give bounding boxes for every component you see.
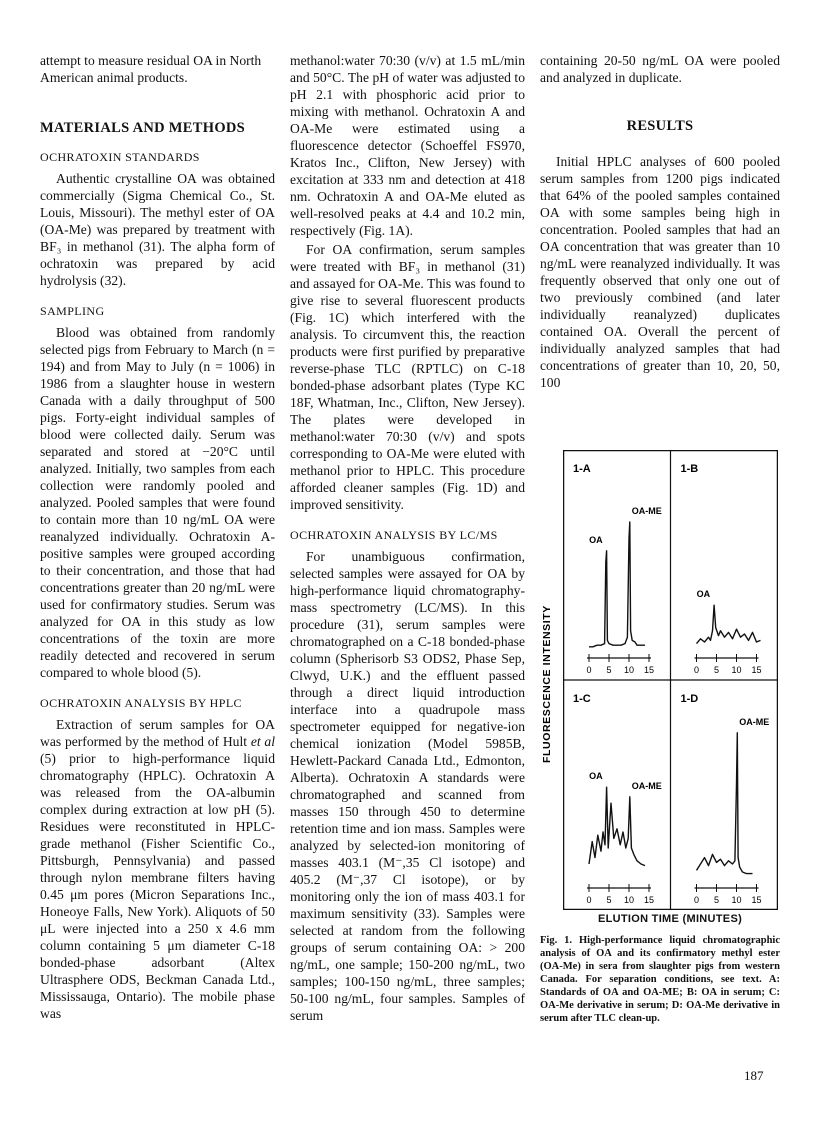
paragraph: Blood was obtained from randomly selected pigs from February to March (n = 194) and from May to July (n = 1006) in 1986 from a slaughter house in western Canada with a daily throughput of 500 pigs. Forty-eight individual samples of blood were collected daily. Serum was separated and stored at −20°C until analyzed. Initially, two samples from each collection were randomly pooled and analyzed. Pooled samples that were found to contain more than 10 ng/mL OA were reanalyzed individually. Ochratoxin A-positive samples were grouped according to their concentration, and those that had concentrations greater than 20 ng/mL were used for confirmatory studies. Serum was analyzed for OA in this study as low concentrations of the toxin are more readily detected and recovered in serum compared to whole blood (5).	[40, 325, 275, 680]
subheading-hplc: OCHRATOXIN ANALYSIS BY HPLC	[40, 696, 242, 710]
section-heading-results: RESULTS	[626, 118, 694, 134]
chromatogram-trace	[697, 733, 753, 874]
panel-label: 1-D	[680, 693, 699, 705]
x-tick-label: 10	[623, 895, 635, 905]
text-run-italic: et al	[250, 734, 275, 749]
x-tick-label: 0	[586, 895, 592, 905]
column-2	[290, 52, 525, 1024]
column-1	[40, 52, 275, 1022]
subheading-sampling: SAMPLING	[40, 304, 105, 318]
paragraph: methanol:water 70:30 (v/v) at 1.5 mL/min and 50°C. The pH of water was adjusted to pH 2.1 with phosphoric acid prior to mixing with methanol. Ochratoxin A and OA-Me were estimated using a fluorescence detector (Schoeffel FS970, Kratos Inc., Clifton, New Jersey) with excitation at 333 nm and detection at 418 nm. Ochratoxin A and OA-Me eluted as well-resolved peaks at 4.4 and 10.2 min, respectively (Fig. 1A).	[290, 53, 525, 238]
column-3	[540, 52, 780, 391]
paragraph	[40, 716, 275, 1022]
paragraph: Initial HPLC analyses of 600 pooled serum samples from 1200 pigs indicated that 64% of the pooled samples contained OA with some samples being high in concentration. Pooled samples that had an OA concentration that was greater than 10 ng/mL were reanalyzed individually. It was frequently observed that only one out of two previously combined (and later individually reanalyzed) duplicates contained OA. Overall the percent of individually analyzed samples that had concentrations of greater than 10, 20, 50, 100	[540, 154, 780, 390]
chromatogram-figure	[563, 450, 778, 910]
figure-y-axis-label	[532, 605, 562, 765]
paragraph: containing 20-50 ng/mL OA were pooled and analyzed in duplicate.	[540, 53, 780, 85]
chromatogram-trace	[589, 787, 645, 865]
paragraph: Authentic crystalline OA was obtained commercially (Sigma Chemical Co., St. Louis, Missouri). The methyl ester of OA (OA-Me) was prepared by treatment with BF₃ in methanol (31). The alpha form of ochratoxin was prepared by acid hydrolysis (32).	[40, 171, 275, 288]
peak-label: OA	[589, 771, 603, 782]
x-tick-label: 10	[731, 665, 742, 675]
paragraph: For unambiguous confirmation, selected samples were assayed for OA by high-performance liquid chromatography-mass spectrometry (LC/MS). In this procedure (31), serum samples were chromatographed on a C-18 bonded-phase column (Spherisorb S3 ODS2, Phase Sep, Clwyd, U.K.) and the effluent passed through a direct liquid introduction interface into a quadrupole mass spectrometer equipped for negative-ion chemical ionization (Model 5985B, Hewlett-Packard Canada Ltd., Edmonton, Alberta). Ochratoxin A standards were chromatographed and scanned from masses 150 through 450 to determine retention time and ion mass. Samples were analyzed by selected-ion monitoring of masses 403.1 (M⁻,35 Cl isotope) and 405.2 (M⁻,37 Cl isotope), or by monitoring only the ion of mass 403.1 for maximum sensitivity (33). Samples were selected at random from the following groups of serum containing OA: > 200 ng/mL, one sample; 150-200 ng/mL, two samples; 100-150 ng/mL, three samples; 50-100 ng/mL, four samples. Samples of serum	[290, 549, 525, 1023]
x-tick-label: 5	[713, 895, 720, 905]
panel-label: 1-B	[680, 463, 699, 475]
y-axis-label-text: FLUORESCENCE INTENSITY	[541, 605, 553, 763]
section-heading-methods: MATERIALS AND METHODS	[40, 120, 246, 136]
text-run: Extraction of serum samples for OA was performed by the method of Hult	[40, 717, 275, 749]
page-number: 187	[744, 1068, 764, 1083]
figure-x-axis-label: ELUTION TIME (MINUTES)	[597, 913, 743, 925]
x-tick-label: 15	[643, 665, 655, 675]
paragraph: attempt to measure residual OA in North American animal products.	[40, 53, 262, 85]
peak-label: OA-ME	[631, 780, 662, 791]
subheading-standards: OCHRATOXIN STANDARDS	[40, 150, 200, 164]
chromatogram-trace	[697, 605, 761, 643]
peak-label: OA-ME	[631, 506, 662, 516]
chromatogram-svg	[563, 450, 778, 910]
panel-label: 1-C	[573, 693, 591, 705]
x-tick-label: 5	[606, 895, 612, 905]
x-tick-label: 0	[693, 895, 700, 905]
panel-label: 1-A	[573, 463, 591, 475]
x-tick-label: 15	[643, 895, 655, 905]
text-run: (5) prior to high-performance liquid chromatography (HPLC). Ochratoxin A was released from the OA-albumin complex during extraction at low pH (5). Residues were reconstituted in HPLC-grade methanol (Fisher Scientific Co., Pittsburgh, Pennsylvania) and passed through nylon membrane filters having 0.45 μm pores (Micron Separations Inc., Honeoye Falls, New York). Aliquots of 50 μL were injected into a 250 x 4.6 mm column containing 5 μm diameter C-18 bonded-phase adsorbant (Altex Ultrasphere ODS, Beckman Canada Ltd., Mississauga, Ontario). The mobile phase was	[40, 751, 275, 1021]
x-tick-label: 0	[693, 665, 700, 675]
peak-label: OA	[696, 589, 711, 600]
x-tick-label: 5	[713, 665, 720, 675]
x-tick-label: 15	[751, 895, 762, 905]
x-tick-label: 10	[731, 895, 742, 905]
paragraph: For OA confirmation, serum samples were treated with BF₃ in methanol (31) and assayed for OA-Me. This was found to give rise to several fluorescent products (Fig. 1C) which interfered with the analysis. To circumvent this, the reaction products were first purified by preparative reverse-phase TLC (RPTLC) on C-18 bonded-phase adsorbant plates (Type KC 18F, Whatman, Inc., Clifton, New Jersey). The plates were developed in methanol:water 70:30 (v/v) and spots corresponding to OA-Me were eluted with methanol prior to HPLC. This procedure afforded cleaner samples (Fig. 1D) and improved sensitivity.	[290, 242, 525, 512]
peak-label: OA	[589, 534, 603, 545]
figure-caption: Fig. 1. High-performance liquid chromatographic analysis of OA and its confirmatory methyl ester (OA-Me) in sera from slaughter pigs from western Canada. For separation conditions, see text. A: Standards of OA and OA-ME; B: OA in serum; C: OA-Me derivative in serum; D: OA-Me derivative in serum after TLC clean-up.	[540, 935, 780, 1024]
x-tick-label: 0	[586, 665, 592, 675]
x-tick-label: 5	[606, 665, 612, 675]
x-tick-label: 15	[751, 665, 762, 675]
x-tick-label: 10	[623, 665, 635, 675]
peak-label: OA-ME	[739, 716, 770, 727]
subheading-lcms: OCHRATOXIN ANALYSIS BY LC/MS	[290, 528, 498, 542]
